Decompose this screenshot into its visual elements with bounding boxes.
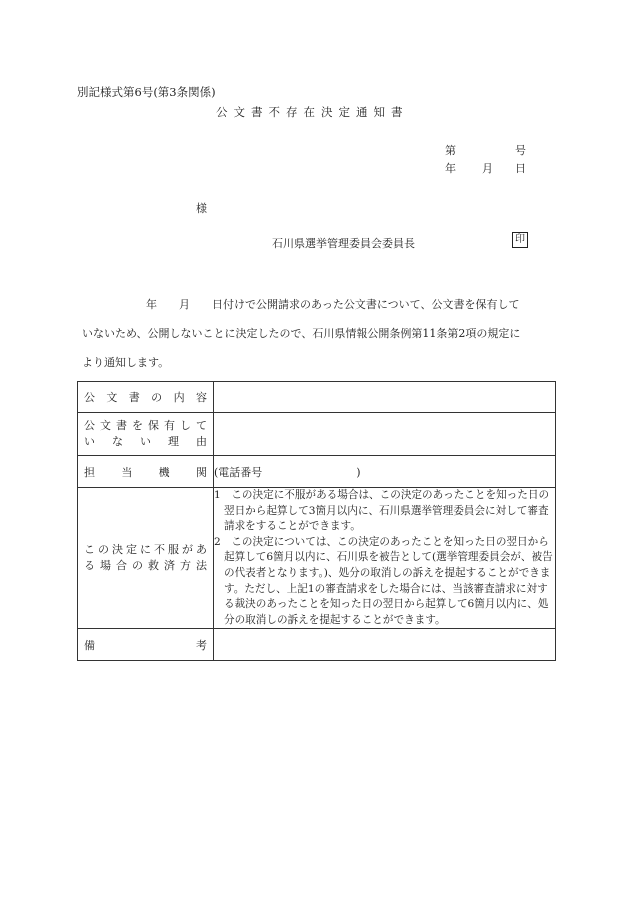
label-char: 機 <box>158 465 170 479</box>
label-char: 有 <box>164 419 175 432</box>
notes-label <box>84 637 207 653</box>
label-char: 由 <box>196 435 207 448</box>
label-char: 合 <box>116 559 127 573</box>
contact-label <box>84 464 207 480</box>
notice-body <box>82 290 558 377</box>
label-char: 公 <box>84 419 95 432</box>
label-char: て <box>196 419 207 432</box>
number-prefix: 第 <box>445 144 456 157</box>
body-line-3: より通知します。 <box>82 356 170 369</box>
label-char: る <box>84 559 95 573</box>
contact-label-cell <box>78 456 214 488</box>
date-year: 年 <box>445 162 456 175</box>
date-day: 日 <box>515 162 526 175</box>
label-char: 考 <box>196 638 207 652</box>
remedy-item-1: 1 この決定に不服がある場合は、この決定のあったことを知った日の翌日から起算して3箇月以内に、石川県選挙管理委員会に対して審査請求をすることができます。 <box>214 489 550 533</box>
label-char: い <box>84 435 95 448</box>
label-char: 方 <box>180 559 191 573</box>
label-char: 文 <box>106 391 118 404</box>
content-label-cell <box>78 382 214 413</box>
sender-name: 石川県選挙管理委員会委員長 <box>272 237 415 250</box>
row-reason <box>78 413 556 456</box>
label-char: 書 <box>116 419 127 432</box>
label-char: 公 <box>84 391 95 404</box>
info-table <box>77 381 556 661</box>
remedy-item-2: 2 この決定については、この決定のあったことを知った日の翌日から起算して6箇月以内に、石川県を被告として(選挙管理委員会が、被告の代表者となります。)、処分の取消しの訴えを提起することができます。ただし、上記1の審査請求をした場合には、当該審査請求に対する裁決のあったことを知った日の翌日から起算して6箇月以内に、処分の取消しの訴えを提起することができます。 <box>214 535 553 626</box>
label-char: あ <box>196 543 207 557</box>
label-char: 関 <box>195 465 207 479</box>
reason-label-line1 <box>84 418 207 434</box>
seal-mark: 印 <box>512 232 528 248</box>
label-char: こ <box>84 543 95 557</box>
label-char: 決 <box>112 543 123 557</box>
label-char: 済 <box>164 559 175 573</box>
phone-open: (電話番号 <box>214 465 263 479</box>
content-value-cell <box>214 382 556 413</box>
label-char: 救 <box>148 559 159 573</box>
label-char: の <box>132 559 143 573</box>
row-notes <box>78 629 556 661</box>
remedy-label-cell <box>78 488 214 629</box>
remedy-value-cell <box>214 488 556 629</box>
number-suffix: 号 <box>515 144 526 157</box>
phone-close: ) <box>356 465 361 479</box>
label-char: 法 <box>196 559 207 573</box>
label-char: し <box>180 419 191 432</box>
label-char: 書 <box>128 391 140 404</box>
label-char: い <box>140 435 151 448</box>
addressee-suffix: 様 <box>196 202 207 215</box>
label-char: の <box>151 391 163 404</box>
label-char: 容 <box>195 391 207 404</box>
label-char: に <box>140 543 151 557</box>
form-id: 別記様式第6号(第3条関係) <box>77 85 216 99</box>
label-char: な <box>112 435 123 448</box>
body-line-1: 年 月 日付けで公開請求のあった公文書について、公文書を保有して <box>146 298 520 311</box>
document-title: 公文書不存在決定通知書 <box>216 105 409 119</box>
contact-value-cell <box>214 456 556 488</box>
notes-value-cell <box>214 629 556 661</box>
reason-label-line2 <box>84 434 207 450</box>
label-char: 保 <box>148 419 159 432</box>
label-char: 不 <box>154 543 165 557</box>
label-char: 文 <box>100 419 111 432</box>
label-char: 備 <box>84 638 95 652</box>
row-content <box>78 382 556 413</box>
date-month: 月 <box>482 162 493 175</box>
label-char: 理 <box>168 435 179 448</box>
notes-label-cell <box>78 629 214 661</box>
label-char: 定 <box>126 543 137 557</box>
body-line-2: いないため、公開しないことに決定したので、石川県情報公開条例第11条第2項の規定に <box>82 327 521 340</box>
remedy-label-line2 <box>84 558 207 574</box>
label-char: 場 <box>100 559 111 573</box>
content-label <box>84 389 207 405</box>
remedy-label-line1 <box>84 542 207 558</box>
label-char: の <box>98 543 109 557</box>
reason-label-cell <box>78 413 214 456</box>
reason-value-cell <box>214 413 556 456</box>
row-remedy <box>78 488 556 629</box>
label-char: 内 <box>173 391 185 404</box>
row-contact <box>78 456 556 488</box>
label-char: 服 <box>168 543 179 557</box>
label-char: 当 <box>121 465 133 479</box>
label-char: 担 <box>84 465 95 479</box>
label-char: が <box>182 543 193 557</box>
label-char: を <box>132 419 143 432</box>
